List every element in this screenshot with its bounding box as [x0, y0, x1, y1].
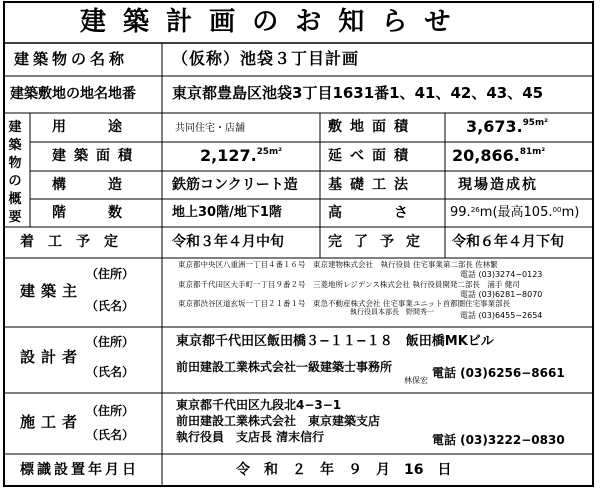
- completion-value: 令和６年４月下旬: [452, 234, 564, 250]
- use-label: 用 途: [52, 119, 122, 135]
- height-value: 99.26m(最高105.00m): [450, 205, 580, 220]
- floors-label: 階 数: [52, 205, 122, 221]
- designer-address: 東京都千代田区飯田橋３−１１−１８ 飯田橋MKビル: [176, 334, 494, 349]
- site-area-label: 敷地面積: [328, 119, 416, 135]
- structure-label: 構 造: [52, 177, 122, 193]
- project-name-label: 建築物の名称: [14, 50, 129, 68]
- constructor-phone: 電話 (03)3222−0830: [432, 433, 565, 447]
- designer-phone: 電話 (03)6256−8661: [432, 366, 565, 380]
- owner-line-5: 東京都渋谷区道玄坂一丁目２１番１号 東急不動産株式会社 住宅事業ユニット首都圏住宅事業部長: [178, 299, 511, 308]
- constructor-address: 東京都千代田区九段北4−3−1: [176, 398, 342, 412]
- building-area-value: 2,127.$^{25m^2}$: [200, 146, 282, 165]
- site-address-value: 東京都豊島区池袋3丁目1631番1、41、42、43、45: [172, 84, 544, 102]
- owner-address-label: （住所）: [86, 267, 135, 281]
- use-value: 共同住宅・店舗: [175, 123, 245, 134]
- owner-line-3: 東京都千代田区大手町一丁目９番２号 三菱地所レジデンス株式会社 執行役員開発二部長 浦手 健司: [178, 280, 520, 289]
- posted-date-label: 標識設置年月日: [20, 462, 139, 478]
- start-value: 令和３年４月中旬: [172, 234, 284, 250]
- designer-address-label: （住所）: [86, 335, 135, 349]
- site-area-value: 3,673.$^{95m^2}$: [466, 117, 548, 136]
- owner-line-4: 電話 (03)6281−8070: [460, 290, 543, 299]
- designer-name: 前田建設工業株式会社一級建築士事務所: [176, 360, 393, 374]
- owner-line-1: 東京都中央区八重洲一丁目４番１６号 東京建物株式会社 執行役員 住宅事業第二部長 佐林繁: [178, 260, 498, 269]
- constructor-name-label: （氏名）: [86, 428, 135, 442]
- designer-person: 林保宏: [404, 376, 428, 385]
- owner-line-6: 執行役員本部長 野間秀一: [350, 308, 434, 316]
- completion-label: 完了予定: [328, 234, 432, 250]
- project-name-value: （仮称）池袋３丁目計画: [172, 49, 360, 68]
- floor-area-value: 20,866.$^{81m^2}$: [452, 146, 546, 165]
- designer-name-label: （氏名）: [86, 365, 135, 379]
- constructor-address-label: （住所）: [86, 404, 135, 418]
- posted-date-value: 令 和 ２ 年 ９ 月 16 日: [236, 462, 452, 478]
- designer-label: 設計者: [20, 348, 84, 366]
- foundation-value: 現場造成杭: [458, 177, 538, 193]
- overview-label: 建築物の概要: [8, 120, 22, 225]
- notice-title: 建 築 計 画 の お 知 ら せ: [80, 7, 455, 37]
- floors-value: 地上30階/地下1階: [172, 205, 282, 220]
- start-label: 着工予定: [20, 234, 132, 250]
- site-address-label: 建築敷地の地名地番: [10, 86, 136, 102]
- height-label: 高 さ: [328, 205, 416, 221]
- owner-line-7: 電話 (03)6455−2654: [460, 311, 543, 320]
- owner-line-2: 電話 (03)3274−0123: [460, 270, 543, 279]
- floor-area-label: 延べ面積: [328, 148, 416, 164]
- constructor-label: 施工者: [20, 413, 84, 431]
- foundation-label: 基礎工法: [328, 177, 416, 193]
- constructor-name: 前田建設工業株式会社 東京建築支店: [176, 414, 381, 428]
- building-area-label: 建築面積: [52, 148, 140, 164]
- constructor-person: 執行役員 支店長 清末信行: [176, 430, 325, 444]
- owner-label: 建築主: [20, 282, 84, 300]
- structure-value: 鉄筋コンクリート造: [172, 177, 298, 193]
- owner-name-label: （氏名）: [86, 299, 135, 313]
